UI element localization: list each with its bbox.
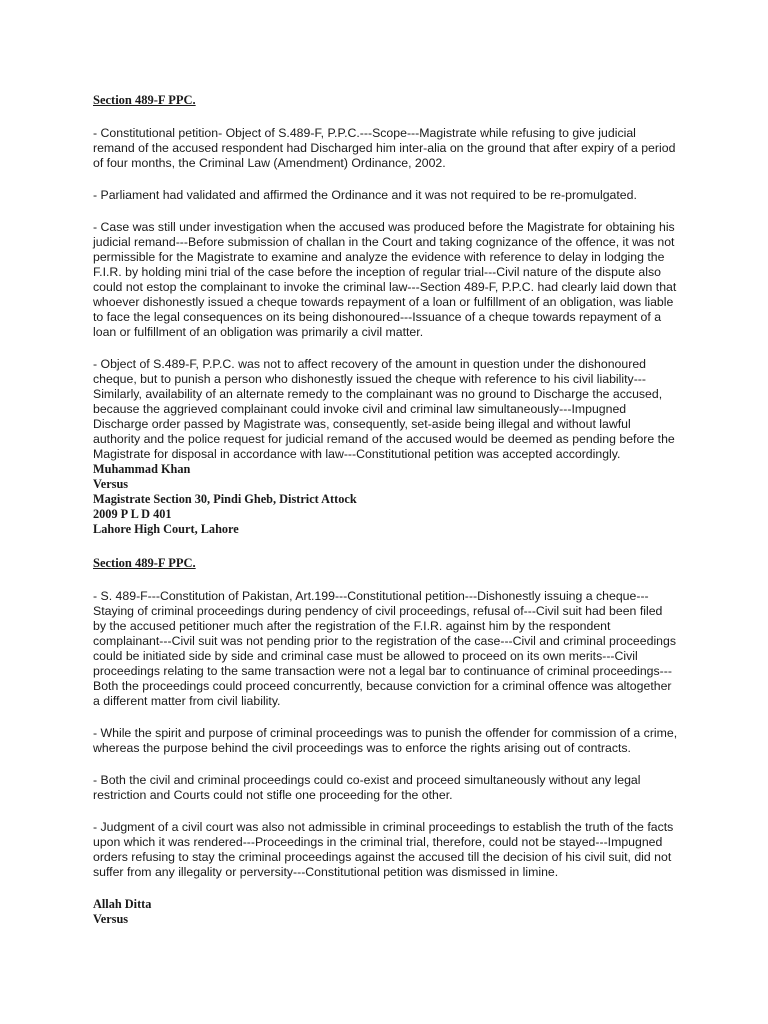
case-reference: 2009 P L D 401 <box>93 507 172 521</box>
party-respondent: Magistrate Section 30, Pindi Gheb, District Attock <box>93 492 357 506</box>
case-2-paragraph-1: - S. 489-F---Constitution of Pakistan, Art.199---Constitutional petition---Dishonestly issuing a cheque---Staying of criminal proceedings during pendency of civil proceedings, refusal of---Civil suit had been filed by the accused petitioner much after the registration of the F.I.R. against him by the respondent complainant---Civil suit was not pending prior to the registration of the case---Civil and criminal proceedings could be initiated side by side and criminal case must be allowed to proceed on its own merits---Civil proceedings relating to the same transaction were not a legal bar to continuance of criminal proceedings---Both the proceedings could proceed concurrently, because conviction for a criminal offence was altogether a different matter from civil liability. <box>93 589 676 708</box>
case-2-paragraph-2: - While the spirit and purpose of criminal proceedings was to punish the offender for commission of a crime, whereas the purpose behind the civil proceedings was to enforce the rights arising out of contracts. <box>93 726 678 755</box>
document-page <box>93 93 678 946</box>
case-2-paragraph-3: - Both the civil and criminal proceedings could co-exist and proceed simultaneously without any legal restriction and Courts could not stifle one proceeding for the other. <box>93 773 641 802</box>
case-1 <box>93 93 678 537</box>
party-petitioner: Allah Ditta <box>93 897 152 911</box>
versus-label: Versus <box>93 477 129 491</box>
versus-label: Versus <box>93 912 129 926</box>
party-petitioner: Muhammad Khan <box>93 462 191 476</box>
case-1-paragraph-1: - Constitutional petition- Object of S.489-F, P.P.C.---Scope---Magistrate while refusing to give judicial remand of the accused respondent had Discharged him inter-alia on the ground that after expiry of a period of four months, the Criminal Law (Amendment) Ordinance, 2002. <box>93 126 676 170</box>
case-1-paragraph-4: - Object of S.489-F, P.P.C. was not to affect recovery of the amount in question under the dishonoured cheque, but to punish a person who dishonestly issued the cheque with reference to his civil liability---Similarly, availability of an alternate remedy to the complainant was no ground to Discharge the accused, because the aggrieved complainant could invoke civil and criminal law simultaneously---Impugned Discharge order passed by Magistrate was, consequently, set-aside being illegal and without lawful authority and the police request for judicial remand of the accused would be deemed as pending before the Magistrate for disposal in accordance with law---Constitutional petition was accepted accordingly. <box>93 357 675 461</box>
section-heading: Section 489-F PPC. <box>93 556 196 570</box>
section-heading: Section 489-F PPC. <box>93 93 196 107</box>
case-1-citation <box>93 462 678 537</box>
case-2-citation <box>93 897 678 927</box>
case-1-paragraph-3: - Case was still under investigation when the accused was produced before the Magistrate for obtaining his judicial remand---Before submission of challan in the Court and taking cognizance of the offence, it was not permissible for the Magistrate to examine and analyze the evidence with reference to delay in lodging the F.I.R. by holding mini trial of the case before the inception of regular trial---Civil nature of the dispute also could not estop the complainant to invoke the criminal law---Section 489-F, P.P.C. had clearly laid down that whoever dishonestly issued a cheque towards repayment of a loan or fulfillment of an obligation, was liable to face the legal consequences on its being dishonoured---Issuance of a cheque towards repayment of a loan or fulfillment of an obligation was primarily a civil matter. <box>93 220 677 339</box>
case-2 <box>93 556 678 927</box>
court-name: Lahore High Court, Lahore <box>93 522 239 536</box>
case-2-paragraph-4: - Judgment of a civil court was also not admissible in criminal proceedings to establish the truth of the facts upon which it was rendered---Proceedings in the criminal trial, therefore, could not be stayed---Impugned orders refusing to stay the criminal proceedings against the accused till the decision of his civil suit, did not suffer from any illegality or perversity---Constitutional petition was dismissed in limine. <box>93 820 674 879</box>
case-1-paragraph-2: - Parliament had validated and affirmed the Ordinance and it was not required to be re-promulgated. <box>93 188 637 202</box>
